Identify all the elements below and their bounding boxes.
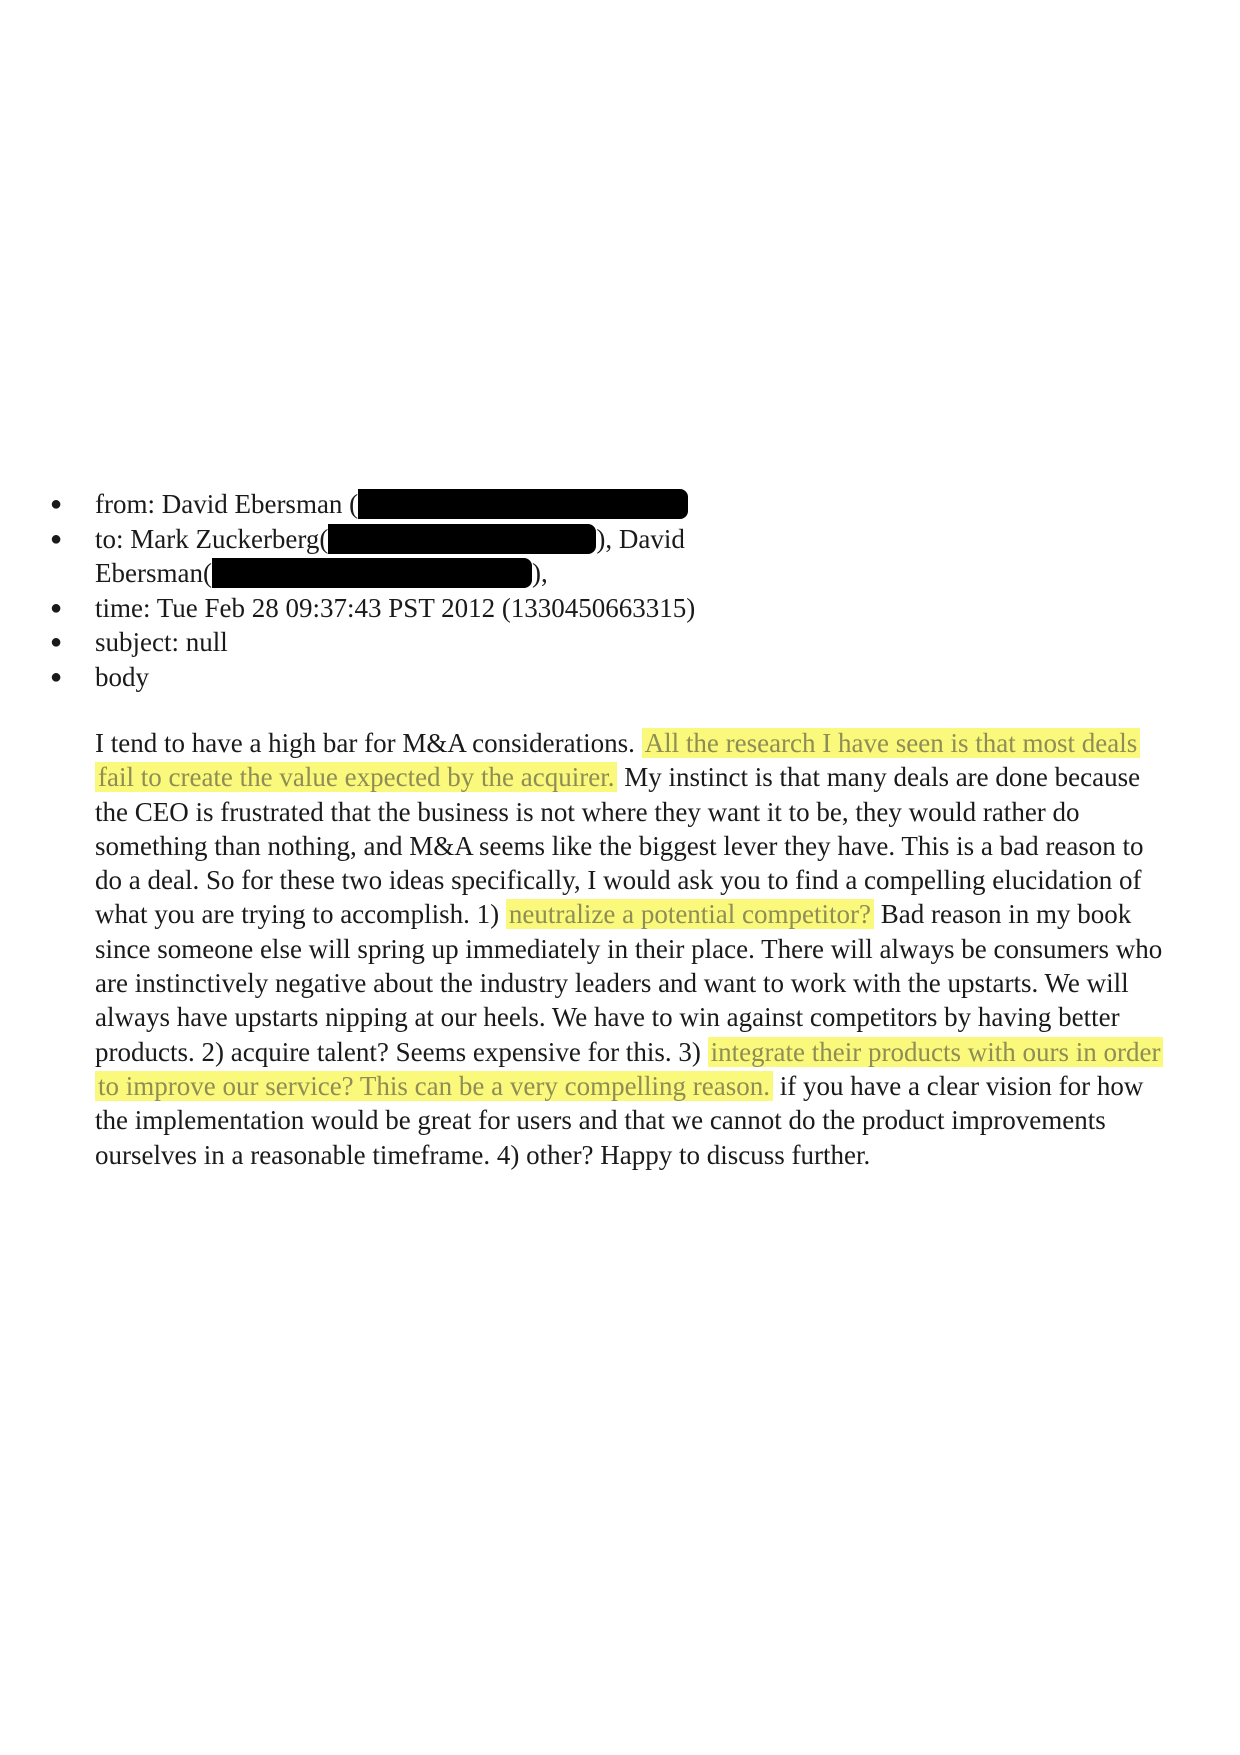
header-subject	[45, 625, 1145, 660]
header-from	[45, 487, 1145, 522]
bullet-icon: ●	[50, 493, 63, 515]
time-text: time: Tue Feb 28 09:37:43 PST 2012 (1330450663315)	[95, 592, 696, 623]
body-segment-1: I tend to have a high bar for M&A considerations.	[95, 728, 642, 758]
body-label: body	[95, 661, 149, 692]
bullet-icon: ●	[50, 596, 63, 619]
email-body	[95, 726, 1175, 1172]
highlight-3: integrate their products with ours in order to improve our service? This can be a very compelling reason.	[95, 1037, 1163, 1101]
bullet-icon: ●	[50, 631, 63, 653]
to-line2-label: Ebersman(	[95, 558, 212, 588]
email-header-list	[45, 487, 1145, 694]
from-label: from: David Ebersman (	[95, 489, 359, 519]
highlight-1: All the research I have seen is that most deals fail to create the value expected by the acquirer.	[95, 728, 1140, 792]
redaction-block	[212, 558, 532, 588]
redaction-block	[328, 524, 596, 554]
body-segment-2: My instinct is that many deals are done because the CEO is frustrated that the business is not where they want it to be, they would rather do something than nothing, and M&A seems like the biggest lever they have. This is a bad reason to do a deal. So for these two ideas specifically, I would ask you to find a compelling elucidation of what you are trying to accomplish. 1)	[95, 762, 1144, 930]
bullet-icon: ●	[50, 527, 63, 550]
highlight-2: neutralize a potential competitor?	[506, 899, 874, 929]
header-time	[45, 591, 1145, 626]
header-body	[45, 660, 1145, 695]
to-line2-suffix: ),	[531, 558, 548, 588]
to-mid: ), David	[596, 523, 685, 554]
redaction-block	[358, 489, 688, 519]
header-to	[45, 522, 1145, 591]
bullet-icon: ●	[50, 665, 63, 688]
body-segment-4: if you have a clear vision for how the implementation would be great for users and that we cannot do the product improvements ourselves in a reasonable timeframe. 4) other? Happy to discuss further.	[95, 1070, 1144, 1170]
subject-text: subject: null	[95, 627, 228, 657]
body-segment-3: Bad reason in my book since someone else will spring up immediately in their place. There will always be consumers who are instinctively negative about the industry leaders and want to work with the upstarts. We will always have upstarts nipping at our heels. We have to win against competitors by having better products. 2) acquire talent? Seems expensive for this. 3)	[95, 899, 1163, 1067]
to-label: to: Mark Zuckerberg(	[95, 523, 329, 554]
